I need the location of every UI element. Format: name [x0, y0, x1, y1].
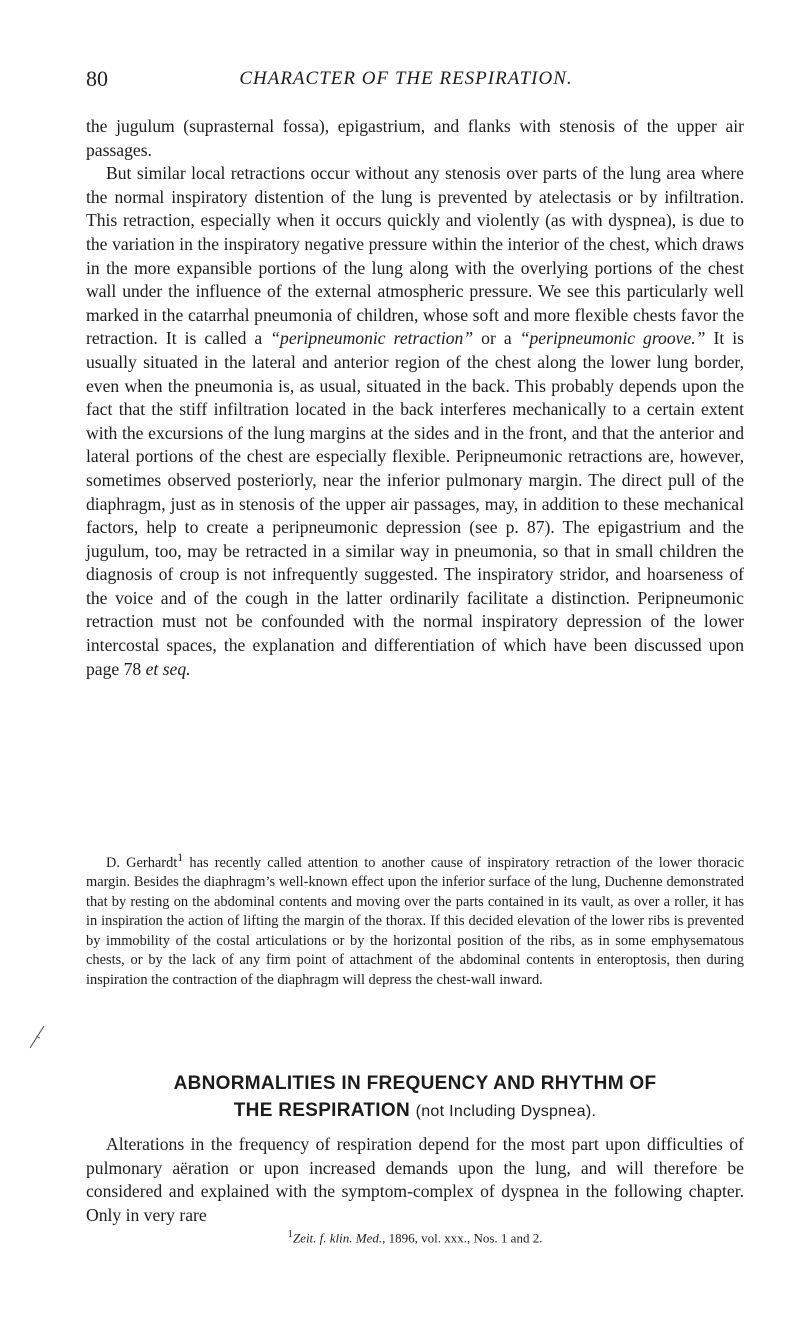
footnote: [86, 1226, 744, 1246]
term-peripneumonic-retraction: “peripneumonic retraction”: [270, 328, 474, 349]
section-heading-line2: [86, 1097, 744, 1125]
pencil-mark-icon: [22, 1022, 52, 1058]
footnote-marker: 1: [177, 850, 184, 864]
text-run: D. Gerhardt: [106, 854, 178, 871]
running-head: CHARACTER OF THE RESPIRATION.: [239, 68, 573, 89]
page-number: 80: [86, 66, 108, 91]
heading-subtitle: (not Including Dyspnea).: [415, 1103, 597, 1120]
section-text: [86, 1133, 744, 1227]
text-run: or a: [473, 328, 520, 349]
page-header: [86, 66, 726, 94]
text-run: has recently called attention to another cause of inspiratory retraction of the lower thoracic margin. Besides the diaphragm’s well-known effect upon the inferior surface of the lung, Duchenne demonstrated that by resting on the abdominal contents and moving over the parts contained in its vault, as over a roller, it has in inspiration the action of lifting the margin of the thorax. If this decided elevation of the lower ribs is prevented by immobility of the costal articulations or by the horizontal position of the ribs, as in some emphysematous chests, or by the lack of any firm point of attachment of the abdominal contents in enteroptosis, then during inspiration the contraction of the diaphragm will depress the chest-wall inward.: [86, 854, 744, 988]
text-run: It is usually situated in the lateral and anterior region of the chest along the lower lung border, even when the pneumonia is, as usual, situated in the back. This probably depends upon the fact that the stiff infiltration located in the back interferes mechanically to a certain extent with the excursions of the lung margins at the sides and in the front, and that the anterior and lateral portions of the chest are especially flexible. Peripneumonic retractions are, however, sometimes observed posteriorly, near the inferior pulmonary margin. The direct pull of the diaphragm, just as in stenosis of the upper air passages, may, in addition to these mechanical factors, help to create a peripneumonic depression (see p. 87). The epigastrium and the jugulum, too, may be retracted in a similar way in pneumonia, so that in small children the diagnosis of croup is not infrequently suggested. The inspiratory stridor, and hoarseness of the voice and of the cough in the latter ordinarily facilitate a distinction. Peripneumonic retraction must not be confounded with the normal inspiratory depression of the lower intercostal spaces, the explanation and differentiation of which have been discussed upon page 78: [86, 328, 745, 679]
section-heading-line1: ABNORMALITIES IN FREQUENCY AND RHYTHM OF: [173, 1073, 657, 1094]
gerhardt-note: [86, 848, 744, 990]
footnote-number: 1: [287, 1228, 293, 1240]
paragraph-alterations: Alterations in the frequency of respiration depend for the most part upon difficulties of pulmonary aëration or upon increased demands upon the lung, and will therefore be considered and explained with the symptom-complex of dyspnea in the following chapter. Only in very rare: [86, 1134, 744, 1225]
paragraph-retractions: [86, 162, 744, 681]
term-peripneumonic-groove: “peripneumonic groove.”: [519, 328, 706, 349]
paragraph-continued: the jugulum (suprasternal fossa), epigastrium, and flanks with stenosis of the upper air passages.: [86, 116, 744, 160]
main-text: [86, 115, 744, 681]
small-print-paragraph: [86, 848, 744, 990]
footnote-citation: , 1896, vol. xxx., Nos. 1 and 2.: [382, 1230, 543, 1246]
section-heading: [86, 1070, 744, 1125]
footnote-journal: Zeit. f. klin. Med.: [292, 1230, 383, 1246]
text-run: But similar local retractions occur without any stenosis over parts of the lung area where the normal inspiratory distention of the lung is prevented by atelectasis or by infiltration. This retraction, especially when it occurs quickly and violently (as with dyspnea), is due to the variation in the inspiratory negative pressure within the interior of the chest, which draws in the more expansible portions of the lung along with the overlying portions of the chest wall under the influence of the external atmospheric pressure. We see this particularly well marked in the catarrhal pneumonia of children, whose soft and more flexible chests favor the retraction. It is called a: [86, 163, 744, 349]
heading-text: THE RESPIRATION: [233, 1100, 410, 1121]
et-seq: et seq.: [145, 658, 191, 679]
